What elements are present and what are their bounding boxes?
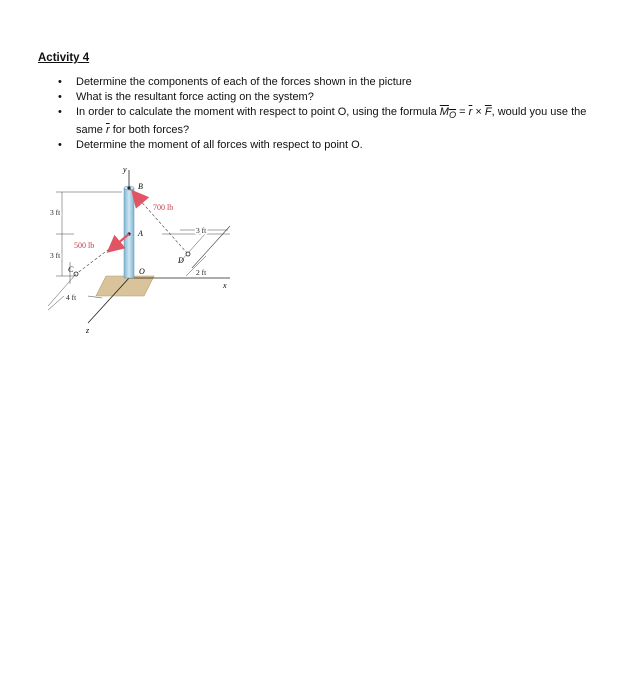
question-2-text: What is the resultant force acting on the system? [76,91,314,103]
base-plate [96,276,154,296]
activity-title: Activity 4 [38,52,90,64]
question-4-text: Determine the moment of all forces with respect to point O. [76,139,363,152]
question-3-post: , would you use the same [76,106,587,137]
question-1 [56,75,616,90]
r-vector: $\overline{r}$ [468,106,473,118]
point-d-dot [186,252,190,256]
moment-subscript: O [448,110,457,121]
force-500-label: 500 lb [74,241,95,250]
question-3 [56,105,616,138]
point-c-label: C [68,265,74,274]
point-o-label: O [139,267,145,276]
force-700-arrow [134,193,140,200]
question-3-pre: In order to calculate the moment with respect to point O, using the formula [76,106,440,118]
force-700-label: 700 lb [153,203,174,212]
force-diagram [40,158,240,333]
question-list [56,75,616,153]
question-4 [56,138,616,153]
dim-3ft-top-label: 3 ft [50,208,61,217]
r-vector-2: $\overline{r}$ [105,124,110,137]
x-axis-label: x [223,281,227,290]
moment-letter: M [439,106,449,118]
bullet-icon: • [58,91,62,103]
point-b-label: B [138,182,143,191]
y-axis-label: y [123,165,127,174]
dim-2ft-label: 2 ft [196,268,207,277]
cross-sign: × [472,106,485,118]
point-a-label: A [138,229,143,238]
dim-4ft-label: 4 ft [66,293,77,302]
z-axis-label: z [86,326,90,333]
question-2 [56,90,616,105]
dim-3ft-mid-label: 3 ft [50,251,61,260]
bullet-icon: • [58,139,62,152]
question-3-end: for both forces? [109,124,190,137]
point-d-label: D [178,256,184,265]
moment-symbol [439,106,457,121]
bullet-icon: • [58,106,62,118]
bullet-icon: • [58,76,62,88]
f-vector: $\overline{F}$ [484,106,492,118]
dim-3ft-right-label: 3 ft [196,226,207,235]
equals-sign: = [456,106,469,118]
question-1-text: Determine the components of each of the forces shown in the picture [76,76,412,88]
